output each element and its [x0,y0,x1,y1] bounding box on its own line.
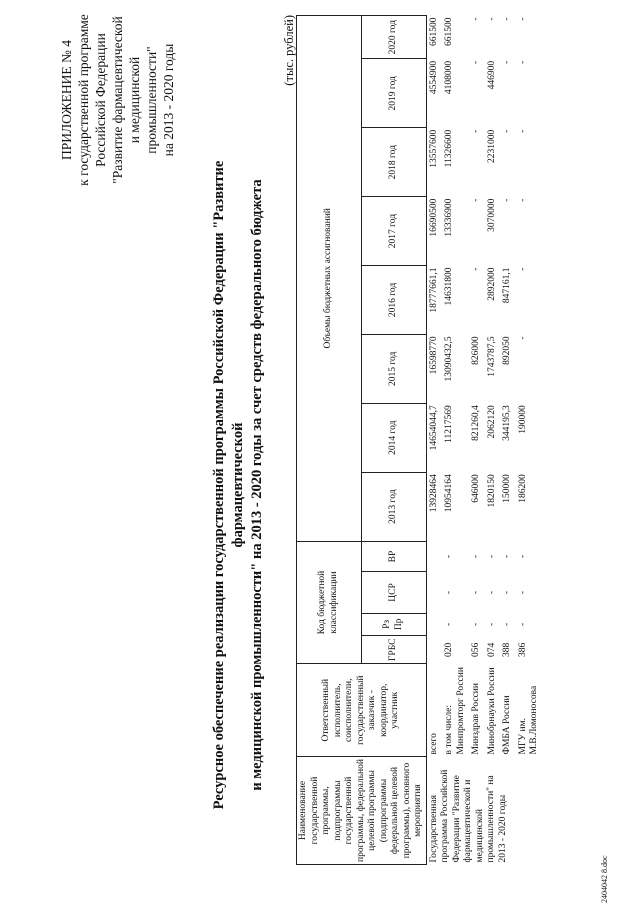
annex-line: на 2013 - 2020 годы [161,43,176,157]
annex-line: к государственной программе [76,14,91,186]
value-cell: - [517,198,528,202]
table-body [426,16,543,865]
value-cell: - [502,17,512,21]
value-cell: 892050 [502,336,512,365]
table-row [485,16,501,865]
value-cell: 13090432,5 [444,336,454,382]
value-cell: 13557600 [428,129,439,168]
grbs-cell: 388 [502,642,512,657]
csr-cell: - [444,590,454,595]
vr-cell: - [502,554,512,559]
header-year: 2016 год [361,266,426,335]
value-cell: - [517,60,528,65]
executor-cell: Минздрав России [471,683,481,755]
header-year: 2015 год [361,334,426,403]
value-cell: 344195,3 [502,405,512,441]
value-cell: 661500 [444,17,454,46]
value-cell: 14631800 [444,267,454,306]
header-year: 2013 год [361,472,426,541]
csr-cell [426,572,442,613]
executor-cell: в том числе: Минпромторг России [444,667,466,755]
header-executor: Ответственный исполнитель, соисполнители, государственный заказчик - координатор, участник [297,664,427,757]
header-year: 2020 год [361,16,426,59]
value-cell: - [471,129,481,133]
value-cell: 2892000 [486,267,497,301]
rzpr-cell: - [486,622,497,626]
header-year: 2019 год [361,59,426,128]
vr-cell: - [517,554,528,559]
value-cell: 10954164 [444,474,454,513]
csr-cell: - [517,590,528,595]
value-cell: 1743787,5 [486,336,497,377]
value-cell: 446900 [486,60,497,90]
value-cell: 190000 [517,405,528,434]
vr-cell [426,541,442,572]
table-row [469,16,485,865]
grbs-cell [426,636,442,664]
header-grbs: ГРБС [361,636,426,664]
value-cell: - [517,129,528,133]
annex-line: Российской Федерации [93,33,108,167]
value-cell: 821260,4 [471,405,481,441]
value-cell: 18777661,1 [428,267,439,313]
value-cell: - [517,267,528,271]
csr-cell: - [471,590,481,595]
title-line: и медицинской промышленности" на 2013 - 2020 годы за счет средств федерального бюджета [249,179,265,791]
value-cell: - [517,336,528,340]
value-cell: - [471,198,481,202]
value-cell: 2062120 [486,405,497,439]
grbs-cell: 056 [471,642,481,657]
value-cell: - [502,60,512,65]
value-cell: 847161,1 [502,267,512,304]
header-vr: ВР [361,541,426,572]
value-cell: 3070000 [486,198,497,232]
vr-cell: - [486,554,497,559]
grbs-cell: 386 [517,642,528,657]
value-cell: 13336900 [444,198,454,237]
executor-cell: Минобрнауки России [486,667,497,755]
value-cell: 16598770 [428,336,439,375]
annex-line: "Развитие фармацевтической [110,16,125,184]
value-cell: 150000 [502,474,512,503]
table-row [426,16,442,865]
header-rzpr: Рз Пр [361,613,426,636]
grbs-cell: 074 [486,642,497,657]
program-name-cell: Государственная программа Российской Федерации "Развитие фармацевтической и медицинской промышленности" на 2013 - 2020 годы [428,769,508,863]
value-cell: 661500 [428,17,439,46]
table-row [442,16,469,865]
value-cell: - [486,17,497,21]
rzpr-cell [426,613,442,636]
value-cell: 13928464 [428,474,439,513]
header-year: 2018 год [361,128,426,197]
rzpr-cell: - [471,622,481,626]
value-cell: 11326600 [444,129,454,168]
vr-cell: - [444,554,454,559]
value-cell: - [471,17,481,21]
value-cell: - [502,129,512,133]
table-row [516,16,543,865]
header-csr: ЦСР [361,572,426,613]
value-cell: - [502,198,512,202]
units-label: (тыс. рублей) [282,15,296,86]
value-cell: 826000 [471,336,481,365]
value-cell: 186200 [517,474,528,503]
executor-cell: ФМБА России [502,695,512,755]
value-cell: 2231000 [486,129,497,163]
rzpr-cell: - [444,622,454,626]
vr-cell: - [471,554,481,559]
rzpr-cell: - [517,622,528,626]
header-year: 2014 год [361,403,426,472]
header-volumes: Объемы бюджетных ассигнований [297,16,362,542]
executor-cell: МГУ им. М.В.Ломоносова [517,685,539,755]
budget-table [296,15,543,865]
executor-cell: всего [428,733,439,755]
value-cell: 16690500 [428,198,439,237]
annex-line: и медицинской промышленности" [127,46,159,154]
value-cell: 1820150 [486,474,497,508]
header-budget-code: Код бюджетной классификации [297,541,362,664]
header-year: 2017 год [361,197,426,266]
value-cell: 646000 [471,474,481,503]
grbs-cell: 020 [444,642,454,657]
value-cell: - [517,17,528,21]
document-title [210,105,267,865]
value-cell: - [471,267,481,271]
csr-cell: - [486,590,497,595]
rzpr-cell: - [502,622,512,626]
table-row [500,16,516,865]
value-cell: 4554900 [428,60,439,95]
annex-line: ПРИЛОЖЕНИЕ № 4 [59,39,74,161]
value-cell: 14654044,7 [428,405,439,451]
csr-cell: - [502,590,512,595]
value-cell: 4108000 [444,60,454,95]
header-program: Наименование государственной программы, подпрограммы государственной программы, федеральной целевой программы (подпрограммы федеральной целевой программы), основного мероприятия [297,757,427,865]
title-line: Ресурсное обеспечение реализации государственной программы Российской Федерации "Развитие фармацевтической [211,160,246,810]
footer-filename: 2404042 8.doc [600,855,609,903]
value-cell: - [471,60,481,65]
annex-header [58,5,177,195]
value-cell: 11217569 [444,405,454,443]
